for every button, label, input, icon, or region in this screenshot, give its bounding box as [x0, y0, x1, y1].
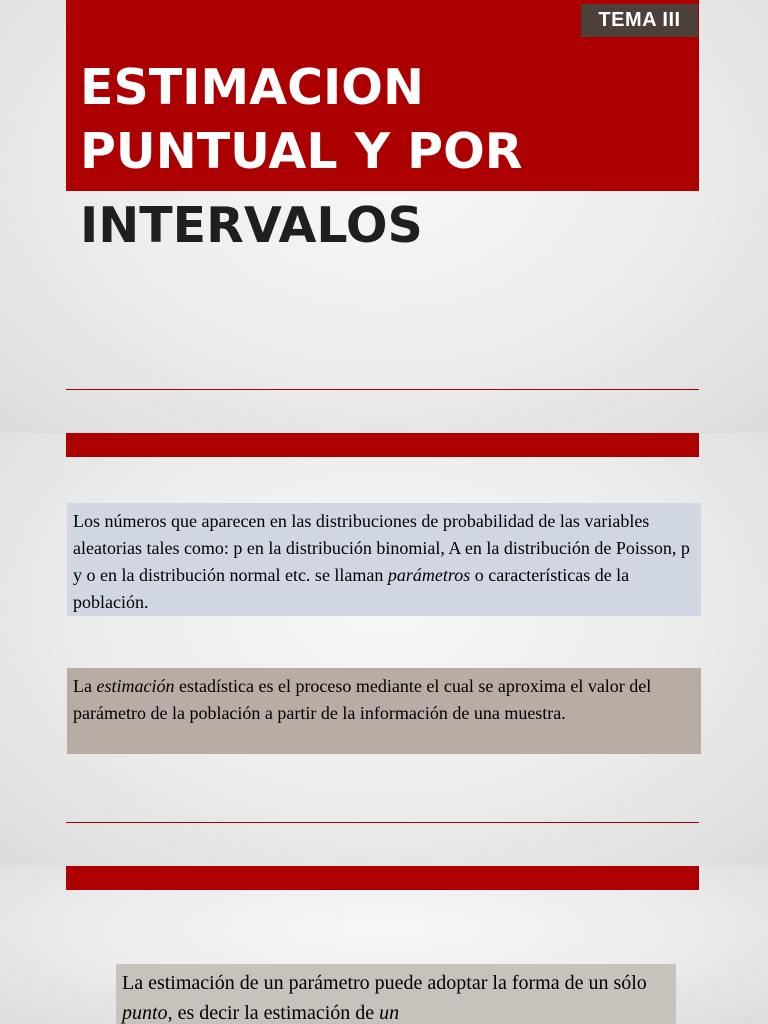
- slide-point-estimate: [0, 866, 768, 1024]
- estimation-definition-box: [67, 668, 701, 754]
- paragraph-text: , es decir la estimación de: [167, 1002, 380, 1024]
- tema-badge: TEMA III: [581, 4, 698, 37]
- parameters-definition-box: [67, 503, 701, 616]
- title-line-3: INTERVALOS: [80, 197, 423, 254]
- paragraph-text: Los números que aparecen en las distribuciones de probabilidad de las variables aleatorias tales como: p en la distribución binomial, A en la distribución de Poisson, p y o en la distribución normal etc. se llaman: [73, 511, 690, 585]
- title-line-2: PUNTUAL Y POR: [80, 123, 523, 180]
- paragraph-text: estadística es el proceso mediante el cual se aproxima el valor del parámetro de la población a partir de la información de una muestra.: [73, 676, 652, 723]
- emphasis-text: estimación: [96, 676, 175, 696]
- divider-line: [66, 389, 699, 390]
- emphasis-text: punto: [122, 1002, 168, 1024]
- paragraph-text: La: [73, 676, 97, 696]
- slide-definitions: [0, 433, 768, 866]
- paragraph-text: o características de la población.: [73, 565, 630, 612]
- paragraph-text: La estimación de un parámetro puede adoptar la forma de un sólo: [122, 972, 647, 994]
- title-line-1: ESTIMACION: [80, 59, 424, 116]
- slide-title: [0, 0, 768, 433]
- divider-line: [66, 822, 699, 823]
- emphasis-text: parámetros: [387, 565, 471, 585]
- emphasis-text: un: [379, 1002, 400, 1024]
- header-red-bar: [66, 433, 699, 457]
- point-estimate-box: [116, 964, 676, 1024]
- header-red-bar: [66, 866, 699, 890]
